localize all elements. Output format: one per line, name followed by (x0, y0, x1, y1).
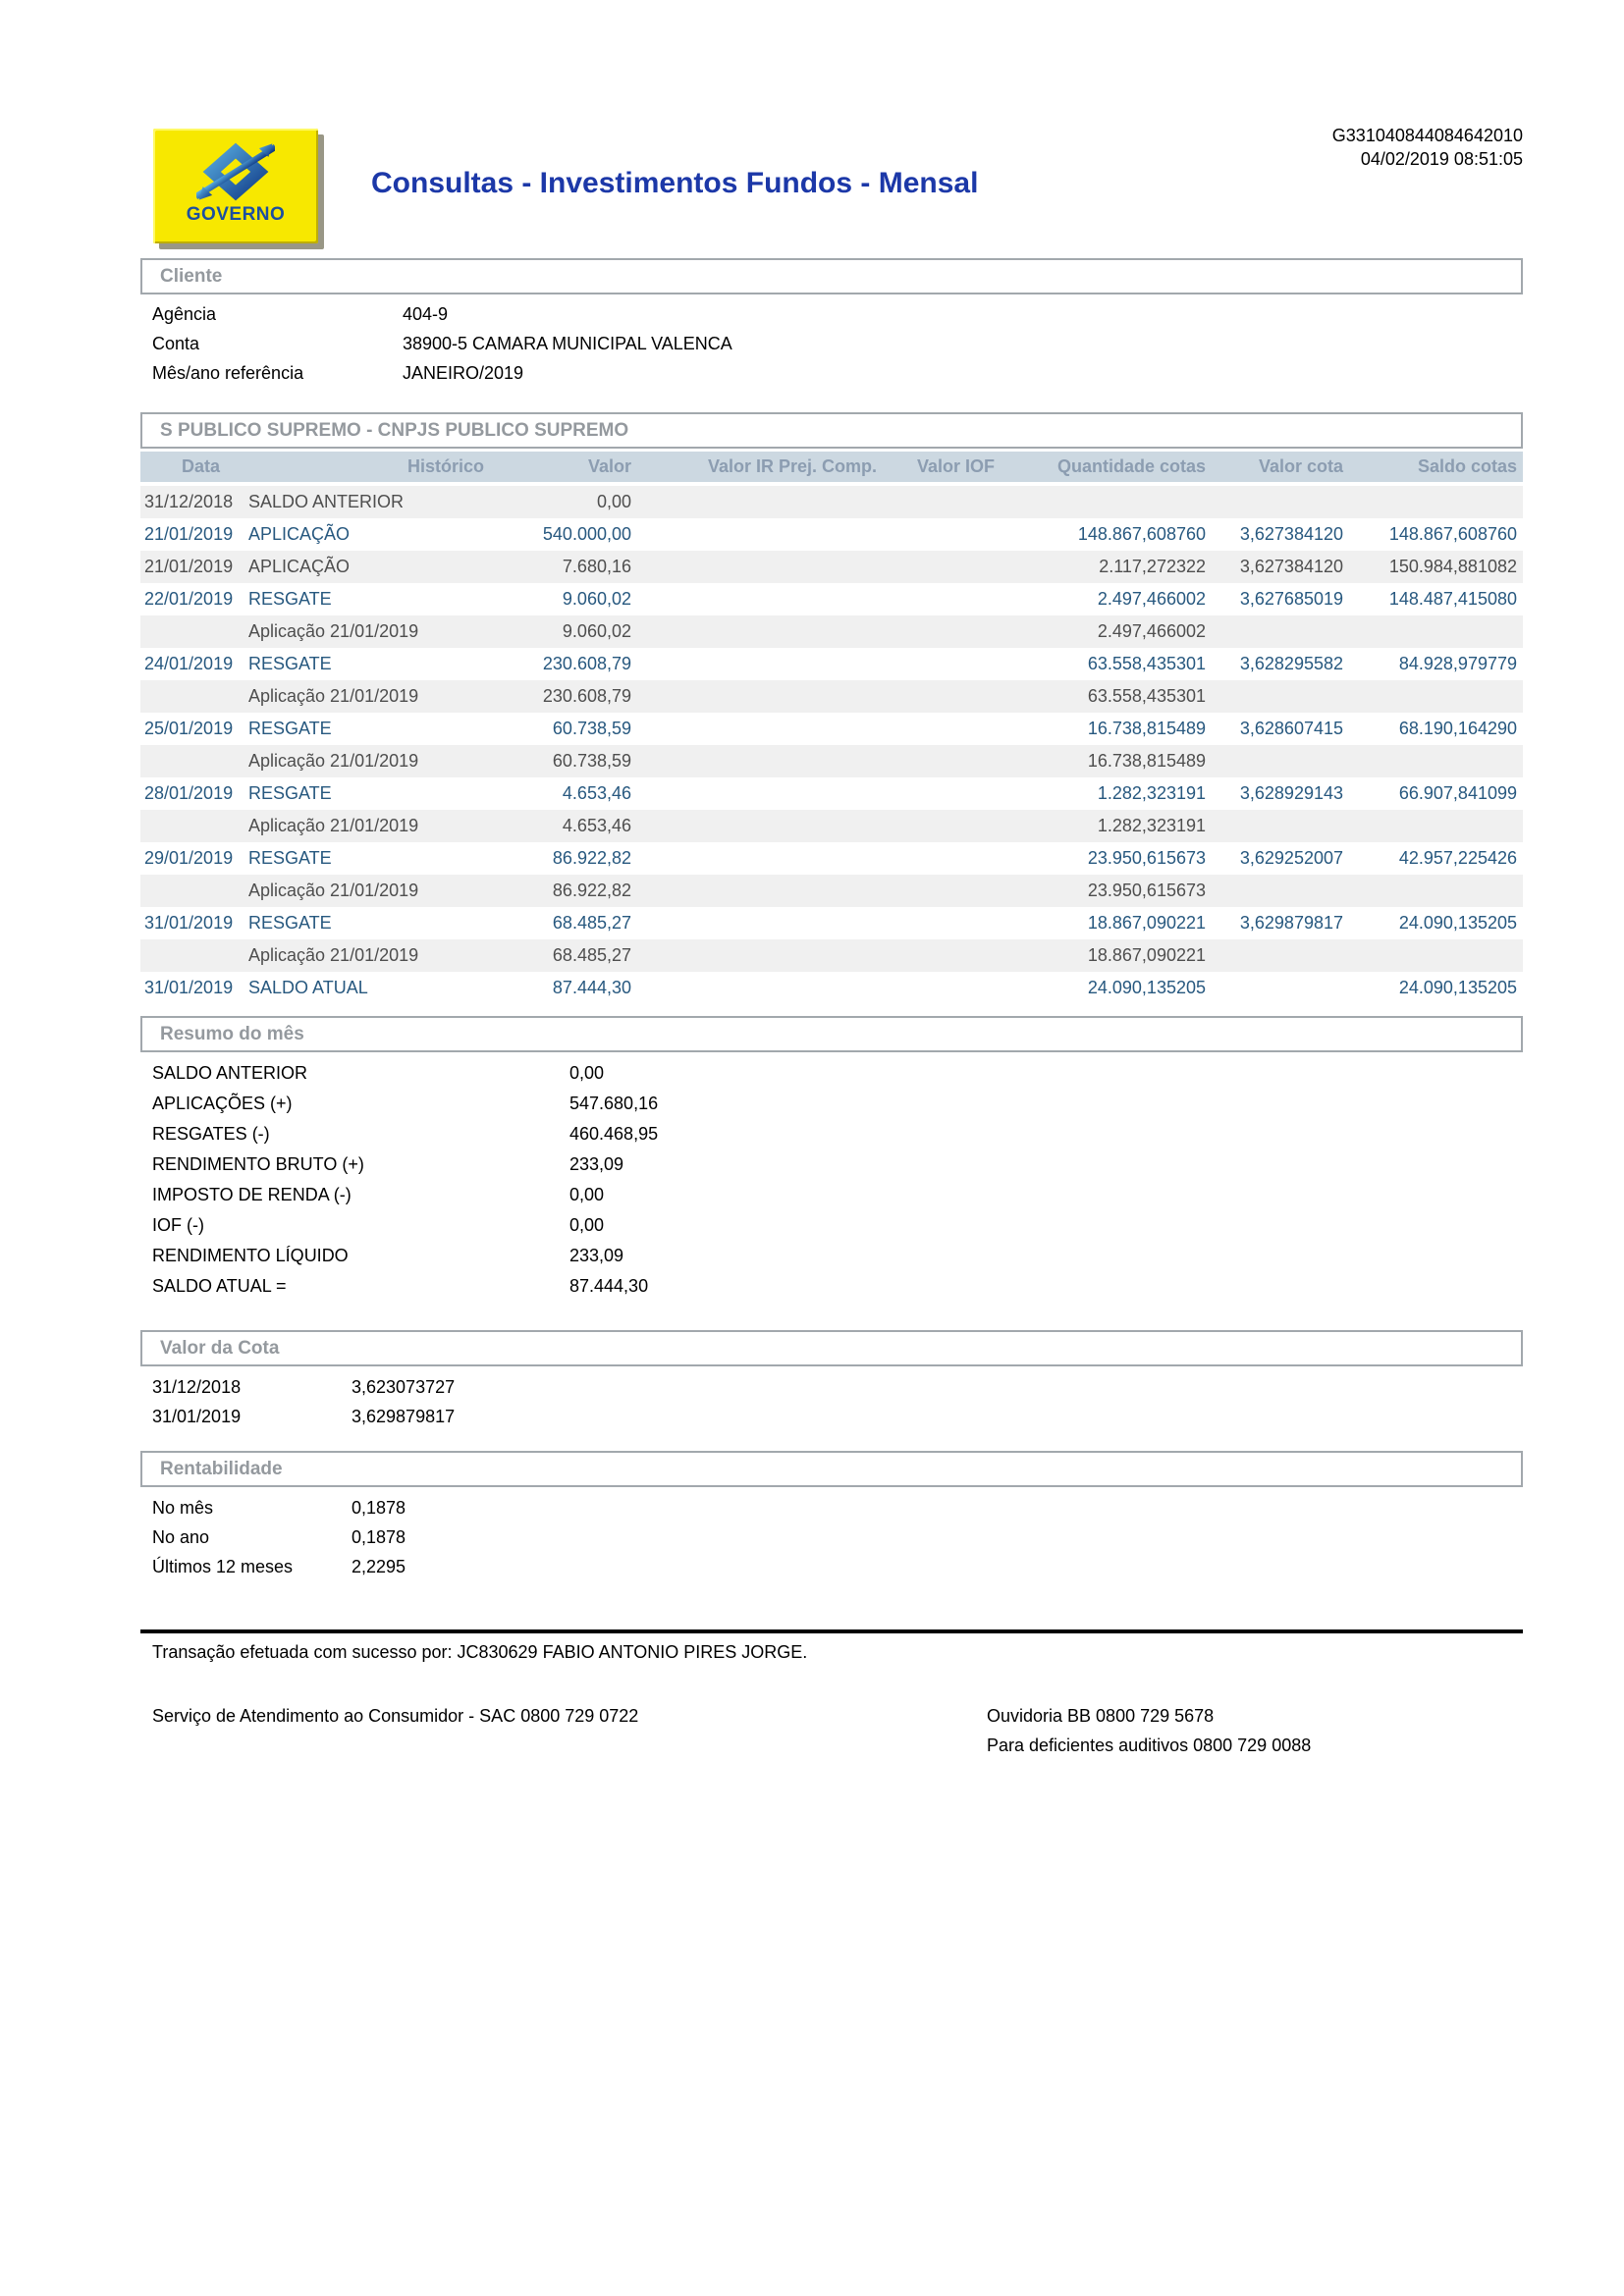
cell-valor-ir (637, 972, 883, 1004)
cell-valor-cota (1212, 745, 1349, 777)
section-header-fund: S PUBLICO SUPREMO - CNPJS PUBLICO SUPREMO (140, 412, 1523, 449)
field-label: Agência (152, 304, 217, 324)
section-header-valor-cota: Valor da Cota (140, 1330, 1523, 1366)
cell-historico: RESGATE (248, 589, 332, 609)
cell-historico: RESGATE (248, 654, 332, 673)
cell-historico: APLICAÇÃO (248, 524, 351, 544)
cell-valor-ir (637, 551, 883, 583)
column-header: Valor (490, 452, 637, 484)
cell-quantidade-cotas: 23.950,615673 (1087, 881, 1206, 900)
field-value: 0,1878 (352, 1498, 406, 1518)
valor-cota-field-row (140, 1403, 1523, 1432)
field-value: 0,00 (569, 1063, 605, 1083)
cell-saldo-cotas: 68.190,164290 (1398, 719, 1517, 738)
field-value: 404-9 (403, 304, 449, 324)
cell-valor-cota (1212, 875, 1349, 907)
resumo-field-row (140, 1272, 1523, 1303)
field-value: 2,2295 (352, 1557, 406, 1576)
field-label: APLICAÇÕES (+) (152, 1094, 293, 1113)
field-value: 233,09 (569, 1246, 624, 1265)
cell-quantidade-cotas: 23.950,615673 (1087, 848, 1206, 868)
field-label: IMPOSTO DE RENDA (-) (152, 1185, 352, 1204)
valor-cota-field-list (140, 1373, 1523, 1432)
cell-valor-iof (883, 972, 1001, 1004)
cell-valor-iof (883, 518, 1001, 551)
section-header-rentabilidade: Rentabilidade (140, 1451, 1523, 1487)
cell-saldo-cotas: 24.090,135205 (1398, 978, 1517, 997)
cell-historico: SALDO ANTERIOR (248, 492, 405, 511)
cell-quantidade-cotas: 63.558,435301 (1087, 654, 1206, 673)
cell-valor-ir (637, 518, 883, 551)
cell-saldo-cotas: 150.984,881082 (1388, 557, 1517, 576)
cell-valor-iof (883, 551, 1001, 583)
cell-valor: 86.922,82 (552, 848, 631, 868)
document-datetime: 04/02/2019 08:51:05 (1360, 149, 1523, 169)
field-value: 233,09 (569, 1154, 624, 1174)
cell-quantidade-cotas: 1.282,323191 (1097, 783, 1206, 803)
cell-historico: RESGATE (248, 719, 332, 738)
cell-data (140, 939, 235, 972)
cell-quantidade-cotas: 2.497,466002 (1097, 621, 1206, 641)
footer-divider (140, 1629, 1523, 1633)
transaction-status: Transação efetuada com sucesso por: JC830629 FABIO ANTONIO PIRES JORGE. (152, 1642, 808, 1662)
column-header: Valor cota (1212, 452, 1349, 484)
resumo-field-row (140, 1242, 1523, 1272)
cell-historico: Aplicação 21/01/2019 (248, 751, 419, 771)
cell-data: 31/01/2019 (144, 913, 234, 933)
table-row (140, 484, 1523, 518)
cell-quantidade-cotas: 2.497,466002 (1097, 589, 1206, 609)
section-header-cliente: Cliente (140, 258, 1523, 294)
cliente-field-list (140, 300, 1523, 389)
cell-valor: 540.000,00 (542, 524, 631, 544)
cell-valor-ir (637, 842, 883, 875)
fund-table-header-row (140, 452, 1523, 484)
cell-data: 29/01/2019 (144, 848, 234, 868)
table-row (140, 745, 1523, 777)
rentabilidade-field-row (140, 1494, 1523, 1523)
field-label: 31/01/2019 (152, 1407, 242, 1426)
cell-valor-cota: 3,628607415 (1239, 719, 1343, 738)
cell-valor: 68.485,27 (552, 913, 631, 933)
fund-table-head (140, 452, 1523, 484)
field-label: Mês/ano referência (152, 363, 304, 383)
sac-contact: Serviço de Atendimento ao Consumidor - SAC 0800 729 0722 (152, 1706, 639, 1726)
column-header: Histórico (235, 452, 490, 484)
cell-valor-iof (883, 615, 1001, 648)
cell-saldo-cotas: 148.867,608760 (1388, 524, 1517, 544)
cell-valor-iof (883, 907, 1001, 939)
field-value: 3,623073727 (352, 1377, 456, 1397)
resumo-field-row (140, 1120, 1523, 1150)
cell-valor-iof (883, 777, 1001, 810)
cell-valor-ir (637, 615, 883, 648)
cell-historico: Aplicação 21/01/2019 (248, 686, 419, 706)
cell-valor: 7.680,16 (562, 557, 631, 576)
section-rentabilidade (140, 1451, 1523, 1582)
field-value: 547.680,16 (569, 1094, 659, 1113)
cell-historico: RESGATE (248, 848, 332, 868)
cell-valor-cota (1212, 615, 1349, 648)
field-label: 31/12/2018 (152, 1377, 242, 1397)
cell-valor-cota (1212, 810, 1349, 842)
cell-valor-cota: 3,629879817 (1239, 913, 1343, 933)
cell-valor-ir (637, 907, 883, 939)
cell-valor: 60.738,59 (552, 719, 631, 738)
cell-data (140, 615, 235, 648)
section-fund (140, 412, 1523, 1004)
resumo-field-list (140, 1059, 1523, 1303)
field-label: RESGATES (-) (152, 1124, 270, 1144)
document-id: G331040844084642010 (1331, 126, 1523, 145)
section-valor-cota (140, 1330, 1523, 1432)
document-meta (1332, 124, 1523, 171)
cell-data: 24/01/2019 (144, 654, 234, 673)
cell-quantidade-cotas (1001, 484, 1212, 518)
cell-valor-cota: 3,627384120 (1239, 524, 1343, 544)
cell-historico: Aplicação 21/01/2019 (248, 816, 419, 835)
ouvidoria-contact: Ouvidoria BB 0800 729 5678 (987, 1706, 1215, 1726)
field-value: 0,1878 (352, 1527, 406, 1547)
cell-valor-ir (637, 939, 883, 972)
cell-data: 21/01/2019 (144, 524, 234, 544)
cell-valor: 9.060,02 (562, 621, 631, 641)
field-value: 38900-5 CAMARA MUNICIPAL VALENCA (403, 334, 732, 353)
cell-valor-ir (637, 680, 883, 713)
rentabilidade-field-list (140, 1494, 1523, 1582)
cell-data: 25/01/2019 (144, 719, 234, 738)
resumo-field-row (140, 1211, 1523, 1242)
cell-quantidade-cotas: 148.867,608760 (1077, 524, 1206, 544)
cell-valor: 9.060,02 (562, 589, 631, 609)
field-label: RENDIMENTO BRUTO (+) (152, 1154, 364, 1174)
cell-data: 22/01/2019 (144, 589, 234, 609)
table-row (140, 939, 1523, 972)
cell-valor-ir (637, 777, 883, 810)
cell-valor: 230.608,79 (542, 686, 631, 706)
cell-data (140, 680, 235, 713)
resumo-field-row (140, 1181, 1523, 1211)
cliente-field-row (140, 359, 1523, 389)
field-value: 87.444,30 (569, 1276, 649, 1296)
cell-valor-cota: 3,627685019 (1239, 589, 1343, 609)
cell-valor: 68.485,27 (552, 945, 631, 965)
cell-saldo-cotas (1349, 745, 1523, 777)
cell-valor-cota (1212, 484, 1349, 518)
cell-quantidade-cotas: 16.738,815489 (1087, 751, 1206, 771)
rentabilidade-field-row (140, 1523, 1523, 1553)
cell-saldo-cotas: 84.928,979779 (1398, 654, 1517, 673)
cell-valor: 86.922,82 (552, 881, 631, 900)
cell-saldo-cotas: 24.090,135205 (1398, 913, 1517, 933)
cell-valor-iof (883, 745, 1001, 777)
cell-quantidade-cotas: 18.867,090221 (1087, 913, 1206, 933)
cell-quantidade-cotas: 2.117,272322 (1099, 557, 1206, 576)
field-label: No mês (152, 1498, 214, 1518)
cell-valor-iof (883, 648, 1001, 680)
table-row (140, 615, 1523, 648)
column-header: Quantidade cotas (1001, 452, 1212, 484)
field-value: 0,00 (569, 1215, 605, 1235)
governo-caption: GOVERNO (186, 204, 286, 225)
cell-historico: Aplicação 21/01/2019 (248, 945, 419, 965)
cell-saldo-cotas (1349, 810, 1523, 842)
field-label: Últimos 12 meses (152, 1557, 294, 1576)
cell-valor: 230.608,79 (542, 654, 631, 673)
cell-historico: SALDO ATUAL (248, 978, 368, 997)
cell-valor-cota: 3,629252007 (1239, 848, 1343, 868)
field-label: RENDIMENTO LÍQUIDO (152, 1246, 349, 1265)
cell-saldo-cotas (1349, 680, 1523, 713)
table-row (140, 810, 1523, 842)
cell-historico: APLICAÇÃO (248, 557, 351, 576)
cell-data: 21/01/2019 (144, 557, 234, 576)
cell-valor: 87.444,30 (552, 978, 631, 997)
rentabilidade-field-row (140, 1553, 1523, 1582)
table-row (140, 680, 1523, 713)
field-value: 3,629879817 (352, 1407, 456, 1426)
field-label: No ano (152, 1527, 210, 1547)
cell-valor-ir (637, 713, 883, 745)
valor-cota-field-row (140, 1373, 1523, 1403)
cell-data: 28/01/2019 (144, 783, 234, 803)
cell-data: 31/12/2018 (144, 492, 234, 511)
table-row (140, 907, 1523, 939)
table-row (140, 713, 1523, 745)
column-header: Data (140, 452, 235, 484)
cell-saldo-cotas: 66.907,841099 (1398, 783, 1517, 803)
cell-quantidade-cotas: 18.867,090221 (1087, 945, 1206, 965)
section-cliente (140, 258, 1523, 389)
field-value: JANEIRO/2019 (403, 363, 524, 383)
resumo-field-row (140, 1059, 1523, 1090)
cell-valor-cota (1212, 972, 1349, 1004)
cell-saldo-cotas (1349, 484, 1523, 518)
cell-valor-iof (883, 939, 1001, 972)
cell-valor-iof (883, 875, 1001, 907)
cell-valor-ir (637, 484, 883, 518)
cell-valor-ir (637, 648, 883, 680)
cell-quantidade-cotas: 24.090,135205 (1087, 978, 1206, 997)
resumo-field-row (140, 1150, 1523, 1181)
cell-valor-ir (637, 745, 883, 777)
column-header: Valor IR Prej. Comp. (637, 452, 883, 484)
cell-valor-cota: 3,628295582 (1239, 654, 1343, 673)
cell-saldo-cotas (1349, 939, 1523, 972)
cell-valor-cota (1212, 680, 1349, 713)
cell-valor: 60.738,59 (552, 751, 631, 771)
field-label: Conta (152, 334, 200, 353)
table-row (140, 875, 1523, 907)
table-row (140, 551, 1523, 583)
cell-valor-ir (637, 583, 883, 615)
column-header: Valor IOF (883, 452, 1001, 484)
cell-valor: 4.653,46 (562, 816, 631, 835)
section-header-resumo: Resumo do mês (140, 1016, 1523, 1052)
cliente-field-row (140, 300, 1523, 330)
cell-valor-cota: 3,627384120 (1239, 557, 1343, 576)
bb-diamond-logo-icon (196, 141, 275, 202)
cell-historico: Aplicação 21/01/2019 (248, 621, 419, 641)
cell-quantidade-cotas: 16.738,815489 (1087, 719, 1206, 738)
cell-historico: Aplicação 21/01/2019 (248, 881, 419, 900)
section-resumo (140, 1016, 1523, 1303)
cell-quantidade-cotas: 1.282,323191 (1097, 816, 1206, 835)
cell-data: 31/01/2019 (144, 978, 234, 997)
cell-quantidade-cotas: 63.558,435301 (1087, 686, 1206, 706)
cell-valor-ir (637, 810, 883, 842)
field-value: 460.468,95 (569, 1124, 659, 1144)
column-header: Saldo cotas (1349, 452, 1523, 484)
field-label: IOF (-) (152, 1215, 204, 1235)
cell-saldo-cotas (1349, 615, 1523, 648)
cell-valor: 4.653,46 (562, 783, 631, 803)
table-row (140, 842, 1523, 875)
cell-data (140, 875, 235, 907)
cell-valor-iof (883, 842, 1001, 875)
field-value: 0,00 (569, 1185, 605, 1204)
table-row (140, 648, 1523, 680)
cell-valor-iof (883, 484, 1001, 518)
field-label: SALDO ANTERIOR (152, 1063, 308, 1083)
cell-valor-iof (883, 680, 1001, 713)
cell-saldo-cotas: 42.957,225426 (1398, 848, 1517, 868)
fund-table-body (140, 484, 1523, 1004)
cell-data (140, 810, 235, 842)
field-label: SALDO ATUAL = (152, 1276, 287, 1296)
cliente-field-row (140, 330, 1523, 359)
cell-valor-ir (637, 875, 883, 907)
cell-data (140, 745, 235, 777)
table-row (140, 972, 1523, 1004)
cell-historico: RESGATE (248, 913, 332, 933)
resumo-field-row (140, 1090, 1523, 1120)
table-row (140, 518, 1523, 551)
cell-saldo-cotas: 148.487,415080 (1388, 589, 1517, 609)
cell-valor: 0,00 (596, 492, 631, 511)
cell-valor-cota (1212, 939, 1349, 972)
fund-movements-table (140, 452, 1523, 1004)
cell-valor-iof (883, 583, 1001, 615)
bb-governo-logo (153, 129, 318, 243)
cell-valor-cota: 3,628929143 (1239, 783, 1343, 803)
page-title: Consultas - Investimentos Fundos - Mensal (371, 167, 979, 199)
cell-saldo-cotas (1349, 875, 1523, 907)
cell-historico: RESGATE (248, 783, 332, 803)
table-row (140, 777, 1523, 810)
cell-valor-iof (883, 810, 1001, 842)
cell-valor-iof (883, 713, 1001, 745)
deficientes-contact: Para deficientes auditivos 0800 729 0088 (987, 1735, 1312, 1755)
table-row (140, 583, 1523, 615)
